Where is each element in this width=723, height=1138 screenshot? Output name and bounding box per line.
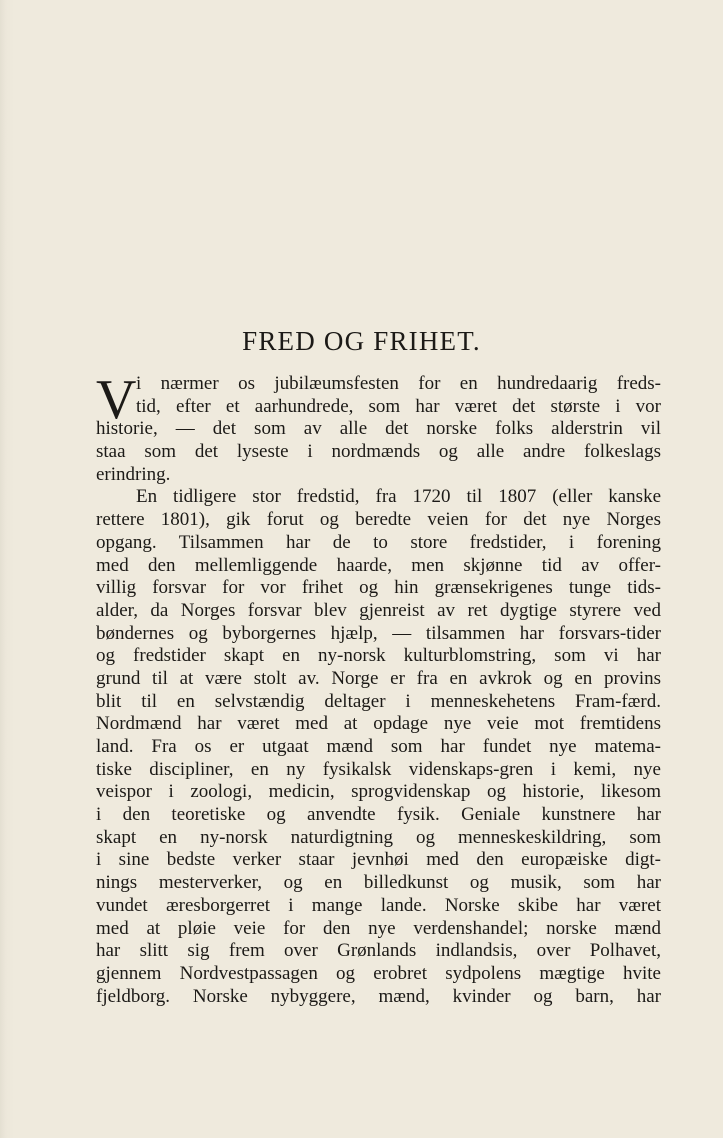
text-line: vundet æresborgerret i mange lande. Norske skibe har været: [96, 894, 661, 916]
chapter-title: FRED OG FRIHET.: [242, 326, 481, 356]
text-line: land. Fra os er utgaat mænd som har fundet nye matema-: [96, 736, 661, 757]
text-line: veispor i zoologi, medicin, sprogvidenskap og historie, likesom: [96, 781, 661, 803]
body-text: [96, 369, 661, 1008]
text-line: Nordmænd har været med at opdage nye veie mot fremtidens: [96, 713, 661, 735]
text-line: fjeldborg. Norske nybyggere, mænd, kvinder og barn, har: [96, 985, 661, 1007]
text-line: villig forsvar for vor frihet og hin grænsekrigenes tunge tids-: [96, 577, 661, 599]
text-line: i nærmer os jubilæumsfesten for en hundredaarig freds-: [136, 373, 661, 394]
text-line: i den teoretiske og anvendte fysik. Geniale kunstnere har: [96, 804, 661, 826]
paragraph-1: [96, 369, 661, 486]
text-line: nings mesterverker, og en billedkunst og musik, som har: [96, 872, 661, 894]
text-line: historie, — det som av alle det norske folks alderstrin vil: [96, 418, 661, 440]
text-line: opgang. Tilsammen har de to store fredstider, i forening: [96, 531, 661, 553]
text-line: grund til at være stolt av. Norge er fra en avkrok og en provins: [96, 667, 661, 689]
text-line: skapt en ny-norsk naturdigtning og menneskeskildring, som: [96, 826, 661, 848]
text-line: bøndernes og byborgernes hjælp, — tilsammen har forsvars-tider: [96, 622, 661, 644]
text-line: blit til en selvstændig deltager i menneskehetens Fram-færd.: [96, 690, 661, 712]
text-line: En tidligere stor fredstid, fra 1720 til 1807 (eller kanske: [136, 486, 661, 508]
paragraph-2: [96, 486, 661, 1008]
text-line: tiske discipliner, en ny fysikalsk videnskaps-gren i kemi, nye: [96, 758, 661, 780]
text-line: staa som det lyseste i nordmænds og alle andre folkeslags: [96, 441, 661, 463]
text-line: rettere 1801), gik forut og beredte veien for det nye Norges: [96, 509, 661, 531]
text-line: i sine bedste verker staar jevnhøi med den europæiske digt-: [96, 849, 661, 871]
text-line: erindring.: [96, 463, 171, 485]
text-line: alder, da Norges forsvar blev gjenreist av ret dygtige styrere ved: [96, 599, 661, 621]
text-line: tid, efter et aarhundrede, som har været det største i vor: [136, 395, 661, 417]
text-line: har slitt sig frem over Grønlands indlandsis, over Polhavet,: [96, 940, 661, 962]
text-line: og fredstider skapt en ny-norsk kulturblomstring, som vi har: [96, 645, 661, 667]
text-line: med at pløie veie for den nye verdenshandel; norske mænd: [96, 917, 661, 939]
text-line: med den mellemliggende haarde, men skjønne tid av offer-: [96, 554, 661, 576]
text-line: gjennem Nordvestpassagen og erobret sydpolens mægtige hvite: [96, 962, 661, 984]
drop-cap: V: [96, 369, 137, 431]
